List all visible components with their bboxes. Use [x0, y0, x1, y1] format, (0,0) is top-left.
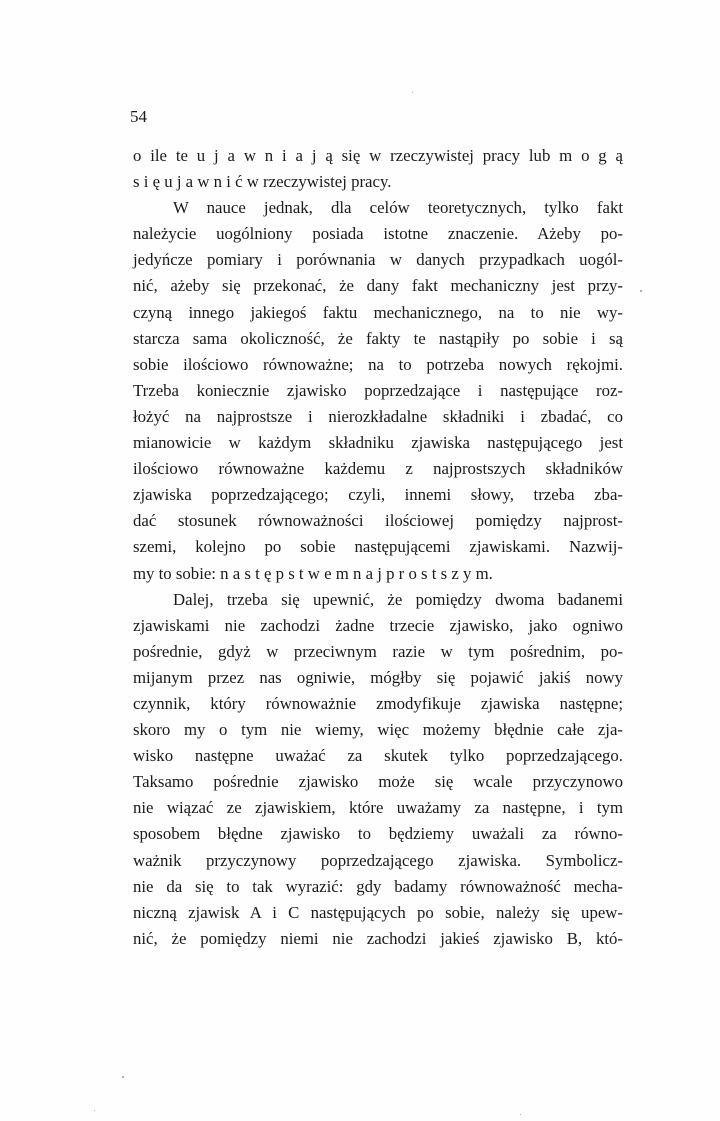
text-line: zjawiska poprzedzającego; czyli, innemi słowy, trzeba zba- — [133, 485, 623, 505]
text-line: my to sobie: n a s t ę p s t w e m n a j p r o s t s z y m. — [133, 563, 493, 583]
text-line: sobie ilościowo równoważne; na to potrzeba nowych rękojmi. — [133, 354, 623, 374]
text-line: Trzeba koniecznie zjawisko poprzedzające i następujące roz- — [133, 380, 623, 400]
text-line: pośrednie, gdyż w przeciwnym razie w tym pośrednim, po- — [133, 641, 623, 661]
text-line: Dalej, trzeba się upewnić, że pomiędzy dwoma badanemi — [173, 589, 623, 609]
scan-speck — [122, 1076, 124, 1078]
text-line: niczną zjawisk A i C następujących po sobie, należy się upew- — [133, 902, 623, 922]
text-line: zjawiskami nie zachodzi żadne trzecie zjawisko, jako ogniwo — [133, 615, 623, 635]
text-line: czynnik, który równoważnie zmodyfikuje zjawiska następne; — [133, 693, 623, 713]
text-line: nić, że pomiędzy niemi nie zachodzi jakieś zjawisko B, któ- — [133, 928, 623, 948]
text-line: dać stosunek równoważności ilościowej pomiędzy najprost- — [133, 511, 623, 531]
text-line: nić, ażeby się przekonać, że dany fakt mechaniczny jest przy- — [133, 276, 623, 296]
text-line: ważnik przyczynowy poprzedzającego zjawiska. Symbolicz- — [133, 850, 623, 870]
text-line: starcza sama okoliczność, że fakty te nastąpiły po sobie i są — [133, 328, 623, 348]
page-number: 54 — [130, 107, 147, 126]
scan-speck — [94, 1110, 95, 1111]
text-line: nie wiązać ze zjawiskiem, które uważamy za następne, i tym — [133, 798, 623, 818]
text-line: łożyć na najprostsze i nierozkładalne składniki i zbadać, co — [133, 406, 623, 426]
text-line: ilościowo równoważne każdemu z najprostszych składników — [133, 459, 623, 479]
text-line: szemi, kolejno po sobie następującemi zjawiskami. Nazwij- — [133, 537, 623, 557]
text-line: skoro my o tym nie wiemy, więc możemy błędnie całe zja- — [133, 720, 623, 740]
scan-speck — [412, 92, 413, 93]
text-line: mianowicie w każdym składniku zjawiska następującego jest — [133, 433, 623, 453]
text-line: wisko następne uważać za skutek tylko poprzedzającego. — [133, 746, 623, 766]
body-text — [133, 143, 623, 952]
text-line: należycie uogólniony posiada istotne znaczenie. Ażeby po- — [133, 224, 623, 244]
text-line: czyną innego jakiegoś faktu mechanicznego, na to nie wy- — [133, 302, 623, 322]
text-line: jedyńcze pomiary i porównania w danych przypadkach uogól- — [133, 250, 623, 270]
text-line: nie da się to tak wyrazić: gdy badamy równoważność mecha- — [133, 876, 623, 896]
scan-speck — [640, 290, 642, 292]
text-line: o ile te u j a w n i a j ą się w rzeczywistej pracy lub m o g ą — [133, 146, 623, 165]
scan-speck — [520, 1114, 521, 1115]
text-line: s i ę u j a w n i ć w rzeczywistej pracy. — [133, 172, 392, 192]
text-line: sposobem błędne zjawisko to będziemy uważali za równo- — [133, 824, 623, 844]
text-line: Taksamo pośrednie zjawisko może się wcale przyczynowo — [133, 772, 623, 792]
text-line: mijanym przez nas ogniwie, mógłby się pojawić jakiś nowy — [133, 667, 623, 687]
text-line: W nauce jednak, dla celów teoretycznych, tylko fakt — [173, 198, 623, 218]
